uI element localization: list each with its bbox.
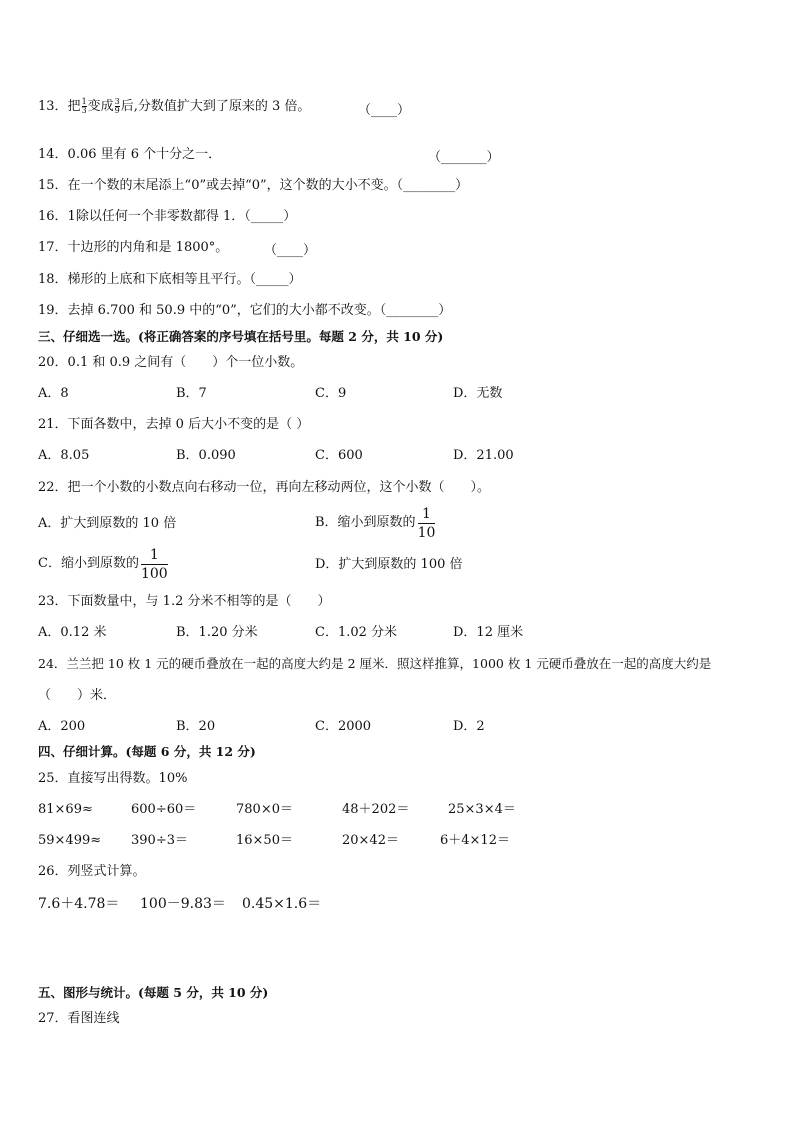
- option-b[interactable]: B．0.090: [176, 448, 236, 463]
- vertical-calc-expression: 0.45×1.6＝: [242, 896, 322, 912]
- question-20: 20．0.1 和 0.9 之间有（ ）个一位小数。: [38, 355, 304, 370]
- vertical-calc-expression: 100－9.83＝: [140, 896, 226, 912]
- fraction-one-tenth: $\frac{1}{10}$: [417, 505, 436, 541]
- answer-blank[interactable]: （____）: [358, 103, 411, 118]
- option-c[interactable]: C．9: [315, 386, 347, 401]
- question-14: 14．0.06 里有 6 个十分之一．: [38, 147, 222, 162]
- fraction-three-ninths: $\frac{3}{9}$: [114, 97, 120, 115]
- calc-expression: 6＋4×12＝: [440, 833, 510, 848]
- section-heading: 三、仔细选一选。(将正确答案的序号填在括号里。每题 2 分，共 10 分): [38, 329, 444, 344]
- section-heading: 四、仔细计算。(每题 6 分，共 12 分): [38, 744, 256, 759]
- question-15: 15．在一个数的末尾添上“0”或去掉“0”，这个数的大小不变。（________）: [38, 178, 469, 193]
- question-number: 13．: [38, 99, 68, 114]
- question-text: 把: [67, 99, 81, 114]
- question-21: 21．下面各数中，去掉 0 后大小不变的是（ ）: [38, 417, 310, 432]
- question-18: 18．梯形的上底和下底相等且平行。（_____）: [38, 272, 302, 287]
- question-27: 27．看图连线: [38, 1011, 120, 1026]
- question-24: 24．兰兰把 10 枚 1 元的硬币叠放在一起的高度大约是 2 厘米．照这样推算，1000 枚 1 元硬币叠放在一起的高度大约是: [38, 656, 712, 671]
- calc-expression: 81×69≈: [38, 802, 93, 817]
- option-b[interactable]: B．缩小到原数的 $\frac{1}{10}$: [315, 505, 436, 541]
- option-b[interactable]: B．7: [176, 386, 207, 401]
- calc-expression: 20×42＝: [342, 833, 399, 848]
- option-c[interactable]: C．600: [315, 448, 363, 463]
- option-b[interactable]: B．1.20 分米: [176, 625, 258, 640]
- option-c[interactable]: C．1.02 分米: [315, 625, 398, 640]
- calc-expression: 16×50＝: [236, 833, 293, 848]
- option-d[interactable]: D．21.00: [453, 448, 514, 463]
- calc-expression: 780×0＝: [236, 802, 293, 817]
- calc-expression: 48＋202＝: [342, 802, 410, 817]
- answer-blank[interactable]: （____）: [264, 243, 317, 258]
- option-d[interactable]: D．无数: [453, 386, 503, 401]
- vertical-calc-expression: 7.6＋4.78＝: [38, 896, 120, 912]
- question-16: 16．1除以任何一个非零数都得 1．（_____）: [38, 209, 297, 224]
- option-d[interactable]: D．12 厘米: [453, 625, 524, 640]
- question-25: 25．直接写出得数。10%: [38, 771, 188, 786]
- question-22: 22．把一个小数的小数点向右移动一位，再向左移动两位，这个小数（ ）。: [38, 480, 491, 495]
- question-24-continued: （ ）米．: [38, 688, 117, 703]
- option-c[interactable]: C．2000: [315, 719, 372, 734]
- question-text: 后,分数值扩大到了原来的 3 倍。: [120, 99, 311, 114]
- answer-blank[interactable]: （_______）: [428, 150, 500, 165]
- section-heading: 五、图形与统计。(每题 5 分，共 10 分): [38, 985, 269, 1000]
- question-text: 变成: [87, 99, 114, 114]
- question-26: 26．列竖式计算。: [38, 864, 146, 879]
- question-19: 19．去掉 6.700 和 50.9 中的“0”，它们的大小都不改变。（________）: [38, 303, 452, 318]
- option-d[interactable]: D．2: [453, 719, 485, 734]
- question-13: [38, 98, 310, 116]
- option-a[interactable]: A．0.12 米: [38, 625, 107, 640]
- option-a[interactable]: A．扩大到原数的 10 倍: [38, 516, 177, 531]
- fraction-one-hundredth: $\frac{1}{100}$: [140, 546, 168, 582]
- option-c[interactable]: C．缩小到原数的 $\frac{1}{100}$: [38, 546, 168, 582]
- calc-expression: 390÷3＝: [131, 833, 188, 848]
- option-d[interactable]: D．扩大到原数的 100 倍: [315, 557, 463, 572]
- calc-expression: 59×499≈: [38, 833, 102, 848]
- option-a[interactable]: A．200: [38, 719, 86, 734]
- calc-expression: 25×3×4＝: [448, 802, 516, 817]
- option-b[interactable]: B．20: [176, 719, 216, 734]
- question-17: 17．十边形的内角和是 1800°。: [38, 240, 229, 255]
- question-23: 23．下面数量中，与 1.2 分米不相等的是（ ）: [38, 594, 331, 609]
- option-a[interactable]: A．8.05: [38, 448, 90, 463]
- fraction-one-third: $\frac{1}{3}$: [81, 97, 87, 115]
- calc-expression: 600÷60＝: [131, 802, 197, 817]
- option-a[interactable]: A．8: [38, 386, 69, 401]
